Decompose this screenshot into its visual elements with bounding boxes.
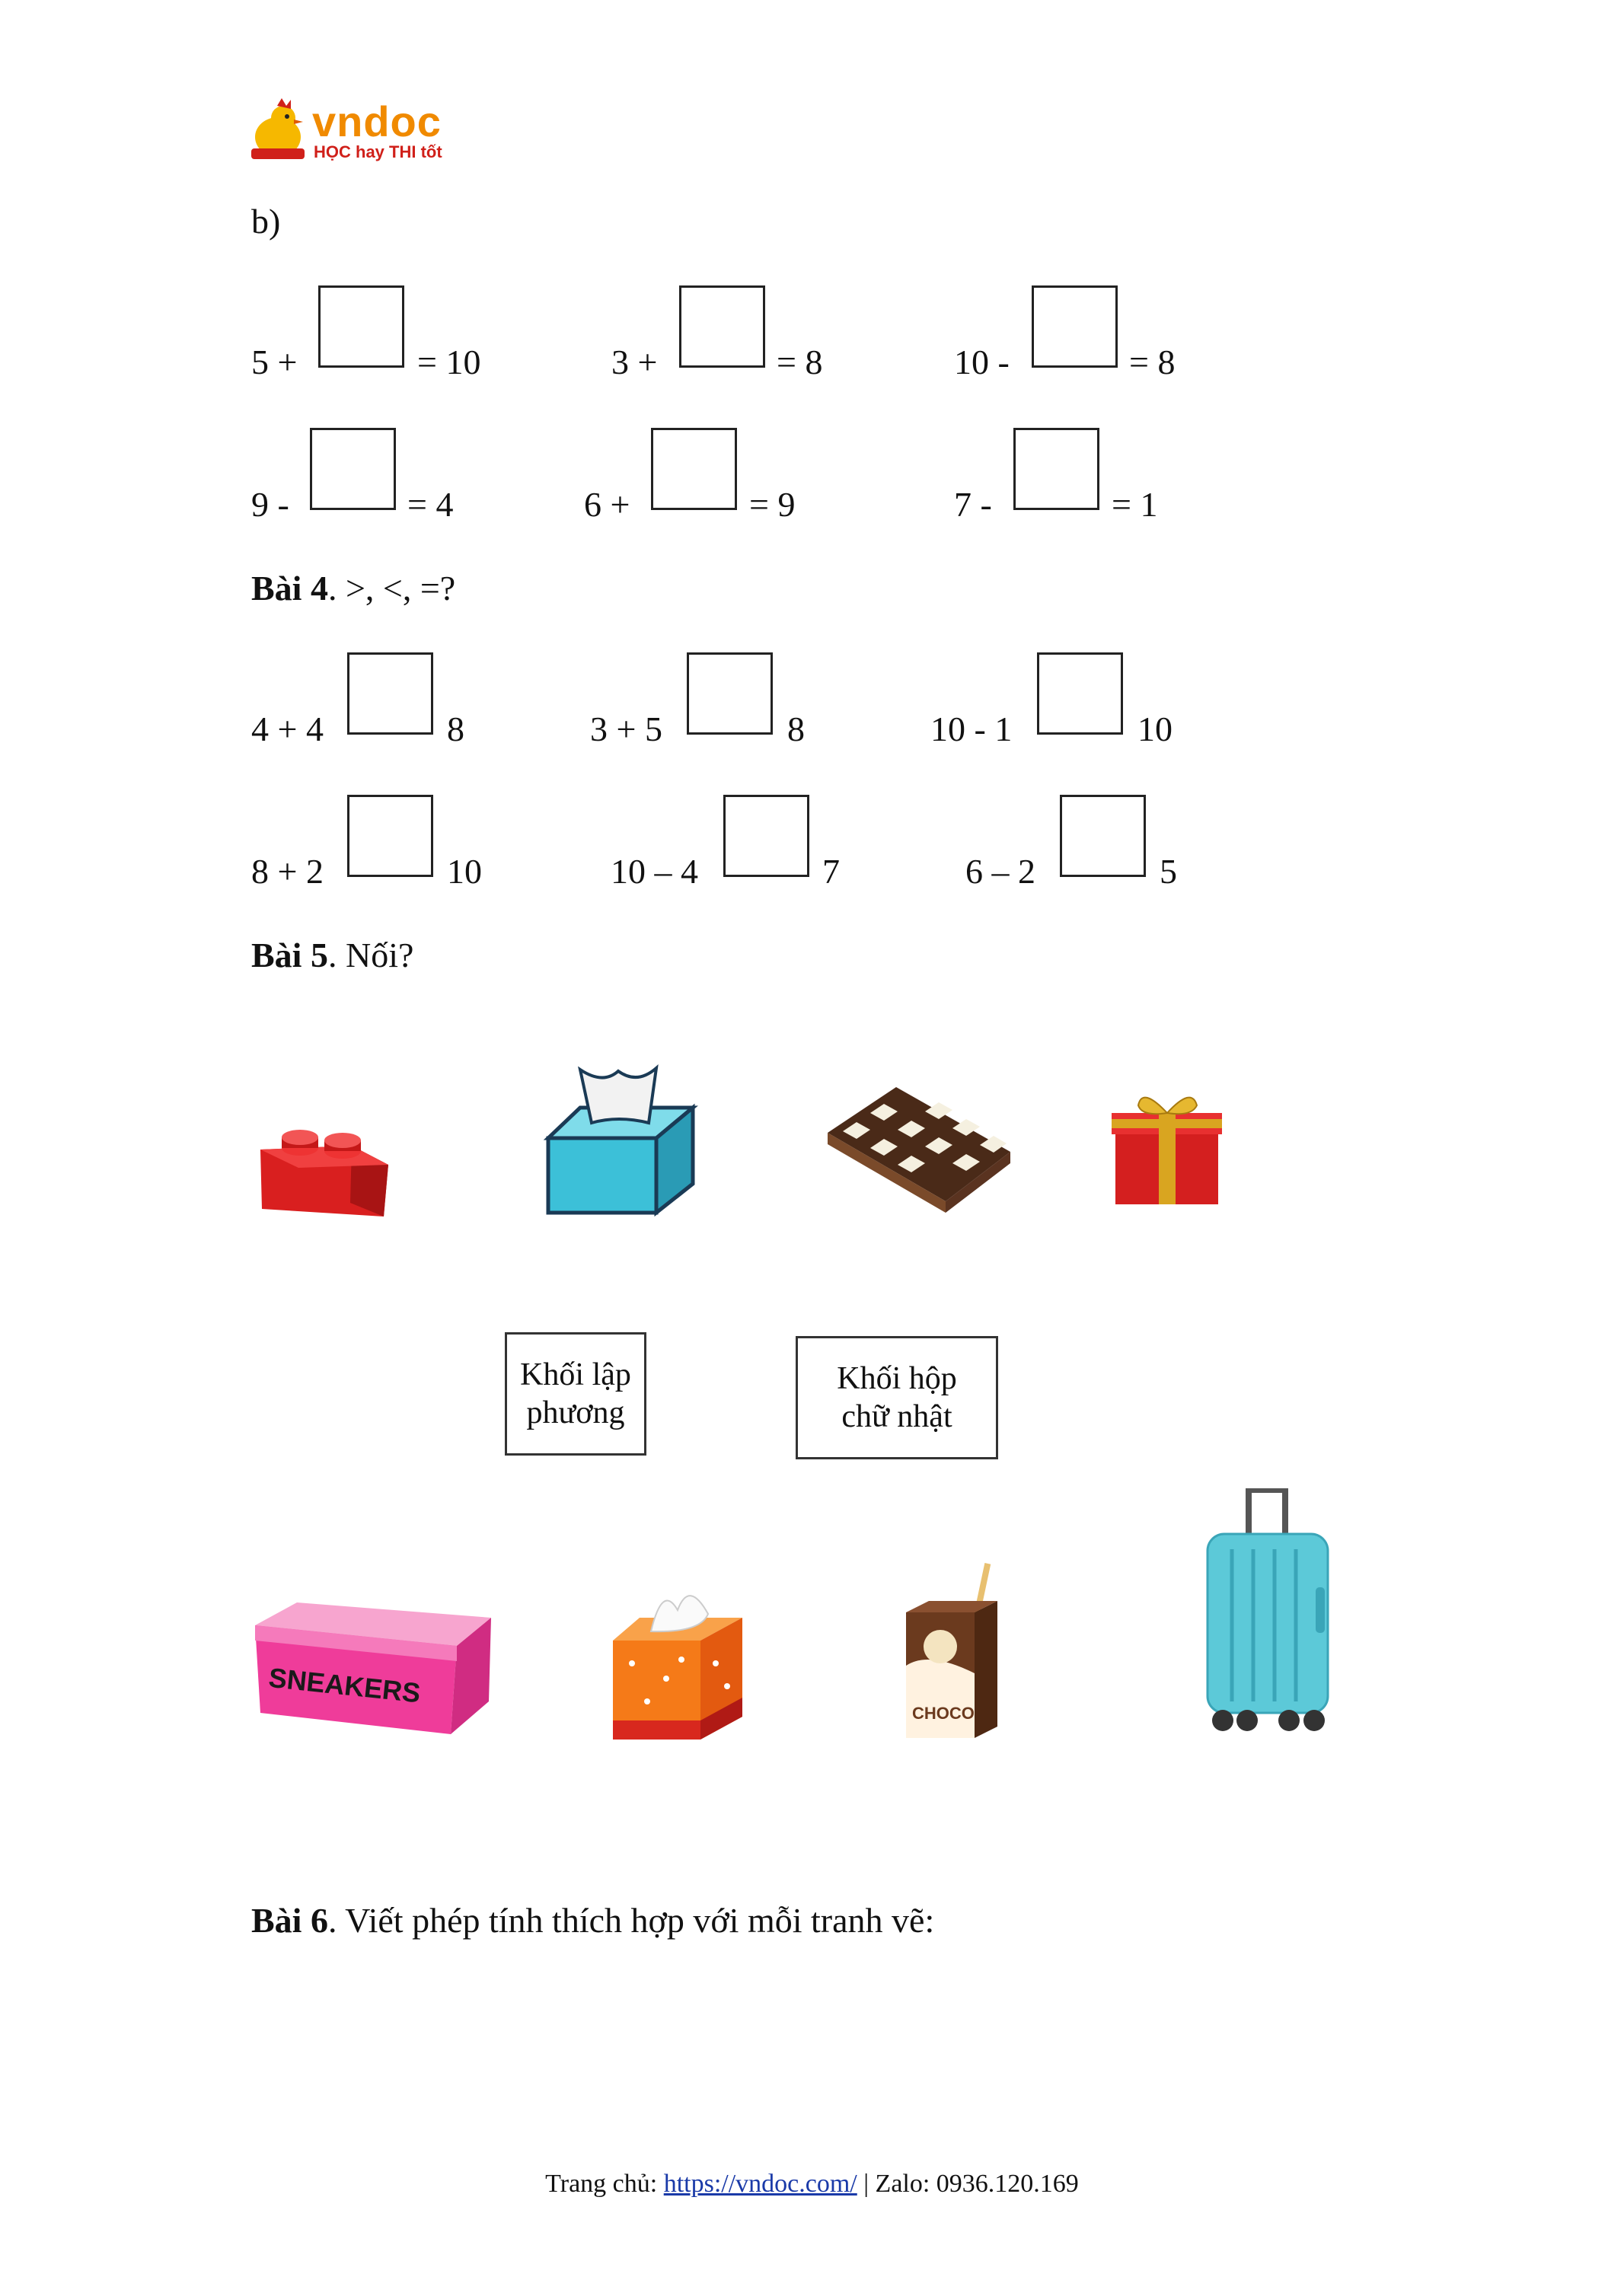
eq-right: = 1 xyxy=(1112,485,1158,524)
eq-right: = 9 xyxy=(749,485,796,524)
cmp-left: 6 – 2 xyxy=(965,852,1035,891)
logo-tagline: HỌC hay THI tốt xyxy=(314,142,442,161)
compare-box[interactable] xyxy=(687,652,773,735)
gift-box-icon[interactable] xyxy=(1104,1083,1230,1212)
eq-left: 5 + xyxy=(251,343,298,381)
bai4-title: Bài 4 xyxy=(251,569,328,607)
label-cuboid-line2: chữ nhật xyxy=(841,1399,952,1434)
tissue-box-icon[interactable] xyxy=(609,1580,750,1743)
label-cuboid[interactable] xyxy=(796,1336,998,1459)
tissue-box-cube-icon[interactable] xyxy=(542,1062,698,1218)
cmp-left: 3 + 5 xyxy=(590,710,662,748)
answer-box[interactable] xyxy=(679,285,765,368)
milk-carton-label: CHOCO xyxy=(912,1704,975,1723)
bai5-title: Bài 5 xyxy=(251,936,328,974)
footer-prefix: Trang chủ: xyxy=(545,2170,664,2198)
eq-left: 9 - xyxy=(251,485,289,524)
eq-left: 7 - xyxy=(954,485,992,524)
logo-mascot-icon xyxy=(244,95,312,164)
cmp-left: 10 - 1 xyxy=(930,710,1013,748)
eq-right: = 8 xyxy=(1129,343,1176,381)
bai4-prompt: . >, <, =? xyxy=(327,569,456,607)
suitcase-icon[interactable] xyxy=(1201,1488,1332,1736)
eq-right: = 8 xyxy=(777,343,823,381)
footer-link[interactable]: https://vndoc.com/ xyxy=(663,2170,857,2198)
cmp-right: 5 xyxy=(1160,852,1177,891)
milk-carton-icon[interactable] xyxy=(898,1559,1005,1742)
label-cuboid-line1: Khối hộp xyxy=(837,1360,957,1396)
bai6-title: Bài 6 xyxy=(251,1901,328,1940)
cmp-right: 8 xyxy=(787,710,805,748)
shoe-box-label: SNEAKERS xyxy=(266,1661,423,1709)
eq-left: 10 - xyxy=(954,343,1010,381)
logo-brand: vndoc xyxy=(312,97,442,145)
cmp-right: 10 xyxy=(447,852,482,891)
eq-right: = 10 xyxy=(417,343,481,381)
label-cube[interactable] xyxy=(505,1332,646,1456)
lego-brick-icon[interactable] xyxy=(253,1119,394,1222)
cmp-right: 7 xyxy=(822,852,840,891)
eq-left: 6 + xyxy=(584,485,630,524)
compare-box[interactable] xyxy=(1037,652,1123,735)
shoe-box-icon[interactable] xyxy=(251,1599,493,1743)
compare-box[interactable] xyxy=(1060,795,1146,877)
answer-box[interactable] xyxy=(1013,428,1099,510)
answer-box[interactable] xyxy=(651,428,737,510)
compare-box[interactable] xyxy=(347,795,433,877)
bai6-heading xyxy=(251,1903,934,1938)
chessboard-icon[interactable] xyxy=(824,1079,1014,1217)
answer-box[interactable] xyxy=(1032,285,1118,368)
eq-right: = 4 xyxy=(407,485,454,524)
cmp-left: 4 + 4 xyxy=(251,710,324,748)
cmp-left: 10 – 4 xyxy=(611,852,698,891)
label-cube-line2: phương xyxy=(526,1395,625,1430)
bai5-prompt: . Nối? xyxy=(327,936,414,974)
bai6-prompt: . Viết phép tính thích hợp với mỗi tranh vẽ: xyxy=(327,1901,935,1940)
label-cube-line1: Khối lập xyxy=(520,1357,631,1392)
bai4-heading xyxy=(251,571,455,606)
eq-left: 3 + xyxy=(611,343,658,381)
section-b-label: b) xyxy=(251,202,281,241)
bai5-heading xyxy=(251,938,413,973)
footer xyxy=(0,2170,1624,2199)
footer-suffix: | Zalo: 0936.120.169 xyxy=(857,2170,1079,2198)
answer-box[interactable] xyxy=(318,285,404,368)
cmp-right: 10 xyxy=(1137,710,1173,748)
logo xyxy=(244,95,457,164)
cmp-left: 8 + 2 xyxy=(251,852,324,891)
compare-box[interactable] xyxy=(723,795,809,877)
cmp-right: 8 xyxy=(447,710,464,748)
answer-box[interactable] xyxy=(310,428,396,510)
compare-box[interactable] xyxy=(347,652,433,735)
